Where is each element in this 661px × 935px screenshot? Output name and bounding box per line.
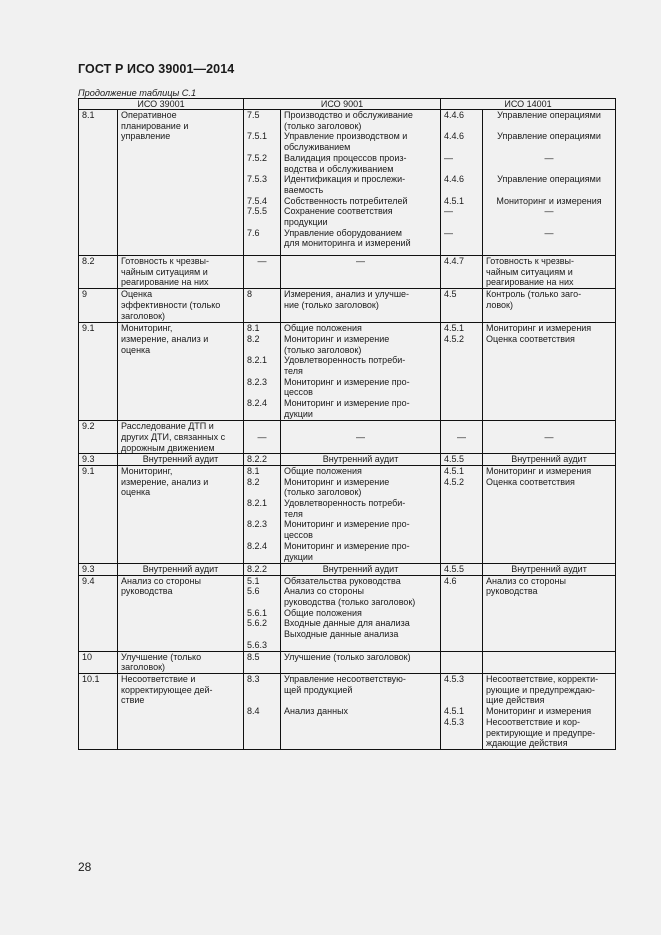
table-row: [79, 323, 616, 421]
iso39001-title: Оценка эффективности (только заголовок): [118, 289, 244, 323]
iso39001-clause: 9.3: [79, 563, 118, 575]
iso9001-title: Обязательства руководства Анализ со стороны руководства (только заголовок) Общие положения Входные данные для анализа Выходные данные анализа: [281, 575, 441, 651]
iso9001-title: Внутренний аудит: [281, 454, 441, 466]
iso9001-clause: 5.1 5.6 5.6.1 5.6.2 5.6.3: [244, 575, 281, 651]
table-row: [79, 674, 616, 750]
iso14001-clause: 4.5.1 4.5.2: [441, 323, 483, 421]
iso9001-title: Общие положения Мониторинг и измерение (только заголовок) Удовлетворенность потреби- теля Мониторинг и измерение про- цессов Мониторинг и измерение про- дукции: [281, 465, 441, 563]
iso14001-clause: 4.4.7: [441, 256, 483, 289]
iso9001-title: Внутренний аудит: [281, 563, 441, 575]
iso14001-title: Мониторинг и измерения Оценка соответствия: [483, 465, 616, 563]
iso14001-clause: 4.5.5: [441, 454, 483, 466]
iso39001-title: Улучшение (только заголовок): [118, 651, 244, 673]
iso14001-clause: [441, 651, 483, 673]
iso39001-clause: 10.1: [79, 674, 118, 750]
correspondence-table: [78, 98, 616, 750]
iso39001-title: Несоответствие и корректирующее дей- ствие: [118, 674, 244, 750]
iso14001-clause: 4.6: [441, 575, 483, 651]
iso9001-title: —: [281, 421, 441, 454]
iso39001-clause: 10: [79, 651, 118, 673]
iso39001-title: Мониторинг, измерение, анализ и оценка: [118, 465, 244, 563]
iso14001-title: —: [483, 421, 616, 454]
iso14001-clause: 4.5.5: [441, 563, 483, 575]
iso9001-title: Измерения, анализ и улучше- ние (только заголовок): [281, 289, 441, 323]
iso14001-title: Внутренний аудит: [483, 454, 616, 466]
iso39001-clause: 8.2: [79, 256, 118, 289]
iso39001-clause: 8.1: [79, 110, 118, 256]
iso39001-title: Готовность к чрезвы- чайным ситуациям и реагирование на них: [118, 256, 244, 289]
iso9001-title: Общие положения Мониторинг и измерение (только заголовок) Удовлетворенность потреби- теля Мониторинг и измерение про- цессов Мониторинг и измерение про- дукции: [281, 323, 441, 421]
iso14001-clause: 4.5.1 4.5.2: [441, 465, 483, 563]
table-row: [79, 651, 616, 673]
iso9001-title: Производство и обслуживание (только заголовок) Управление производством и обслуживанием Валидация процессов произ- водства и обслуживанием Идентификация и прослежи- ваемость Собственность потребителей Сохранение соответствия продукции Управление оборудованием для мониторинга и измерений: [281, 110, 441, 256]
iso9001-clause: 8.5: [244, 651, 281, 673]
table-row: [79, 575, 616, 651]
column-header-iso39001: ИСО 39001: [79, 99, 244, 110]
iso39001-title: Оперативное планирование и управление: [118, 110, 244, 256]
iso9001-clause: —: [244, 256, 281, 289]
table-row: [79, 563, 616, 575]
table-row: [79, 465, 616, 563]
iso39001-title: Мониторинг, измерение, анализ и оценка: [118, 323, 244, 421]
iso14001-title: Управление операциями Управление операциями — Управление операциями Мониторинг и измерения — —: [483, 110, 616, 256]
iso39001-title: Внутренний аудит: [118, 454, 244, 466]
iso14001-clause: 4.5: [441, 289, 483, 323]
iso39001-clause: 9: [79, 289, 118, 323]
iso14001-title: Готовность к чрезвы- чайным ситуациям и реагирование на них: [483, 256, 616, 289]
iso9001-title: Управление несоответствую- щей продукцией Анализ данных: [281, 674, 441, 750]
table-row: [79, 110, 616, 256]
iso9001-clause: 8.1 8.2 8.2.1 8.2.3 8.2.4: [244, 465, 281, 563]
iso39001-clause: 9.1: [79, 323, 118, 421]
page-number: 28: [78, 860, 92, 874]
iso39001-clause: 9.3: [79, 454, 118, 466]
iso9001-clause: 7.5 7.5.1 7.5.2 7.5.3 7.5.4 7.5.5 7.6: [244, 110, 281, 256]
iso14001-clause: 4.4.6 4.4.6 — 4.4.6 4.5.1 — —: [441, 110, 483, 256]
iso14001-title: [483, 651, 616, 673]
table-row: [79, 256, 616, 289]
table-row: [79, 289, 616, 323]
iso9001-clause: 8.2.2: [244, 563, 281, 575]
iso14001-title: Анализ со стороны руководства: [483, 575, 616, 651]
iso14001-title: Внутренний аудит: [483, 563, 616, 575]
iso9001-clause: 8: [244, 289, 281, 323]
iso39001-clause: 9.2: [79, 421, 118, 454]
iso39001-clause: 9.4: [79, 575, 118, 651]
iso9001-clause: 8.3 8.4: [244, 674, 281, 750]
iso14001-title: Несоответствие, корректи- рующие и предупреждаю- щие действия Мониторинг и измерения Несоответствие и кор- ректирующие и предупре- ждающие действия: [483, 674, 616, 750]
iso9001-title: Улучшение (только заголовок): [281, 651, 441, 673]
table-row: [79, 421, 616, 454]
iso39001-title: Расследование ДТП и других ДТИ, связанных с дорожным движением: [118, 421, 244, 454]
iso14001-clause: 4.5.3 4.5.1 4.5.3: [441, 674, 483, 750]
iso39001-title: Внутренний аудит: [118, 563, 244, 575]
table-row: [79, 454, 616, 466]
page-title: ГОСТ Р ИСО 39001—2014: [78, 62, 235, 76]
iso39001-title: Анализ со стороны руководства: [118, 575, 244, 651]
iso39001-clause: 9.1: [79, 465, 118, 563]
iso9001-clause: 8.2.2: [244, 454, 281, 466]
iso14001-title: Контроль (только заго- ловок): [483, 289, 616, 323]
iso14001-title: Мониторинг и измерения Оценка соответствия: [483, 323, 616, 421]
column-header-iso14001: ИСО 14001: [441, 99, 616, 110]
column-header-iso9001: ИСО 9001: [244, 99, 441, 110]
iso14001-clause: —: [441, 421, 483, 454]
iso9001-title: —: [281, 256, 441, 289]
iso9001-clause: 8.1 8.2 8.2.1 8.2.3 8.2.4: [244, 323, 281, 421]
iso9001-clause: —: [244, 421, 281, 454]
table-caption: Продолжение таблицы С.1: [78, 88, 197, 98]
table-header-row: [79, 99, 616, 110]
